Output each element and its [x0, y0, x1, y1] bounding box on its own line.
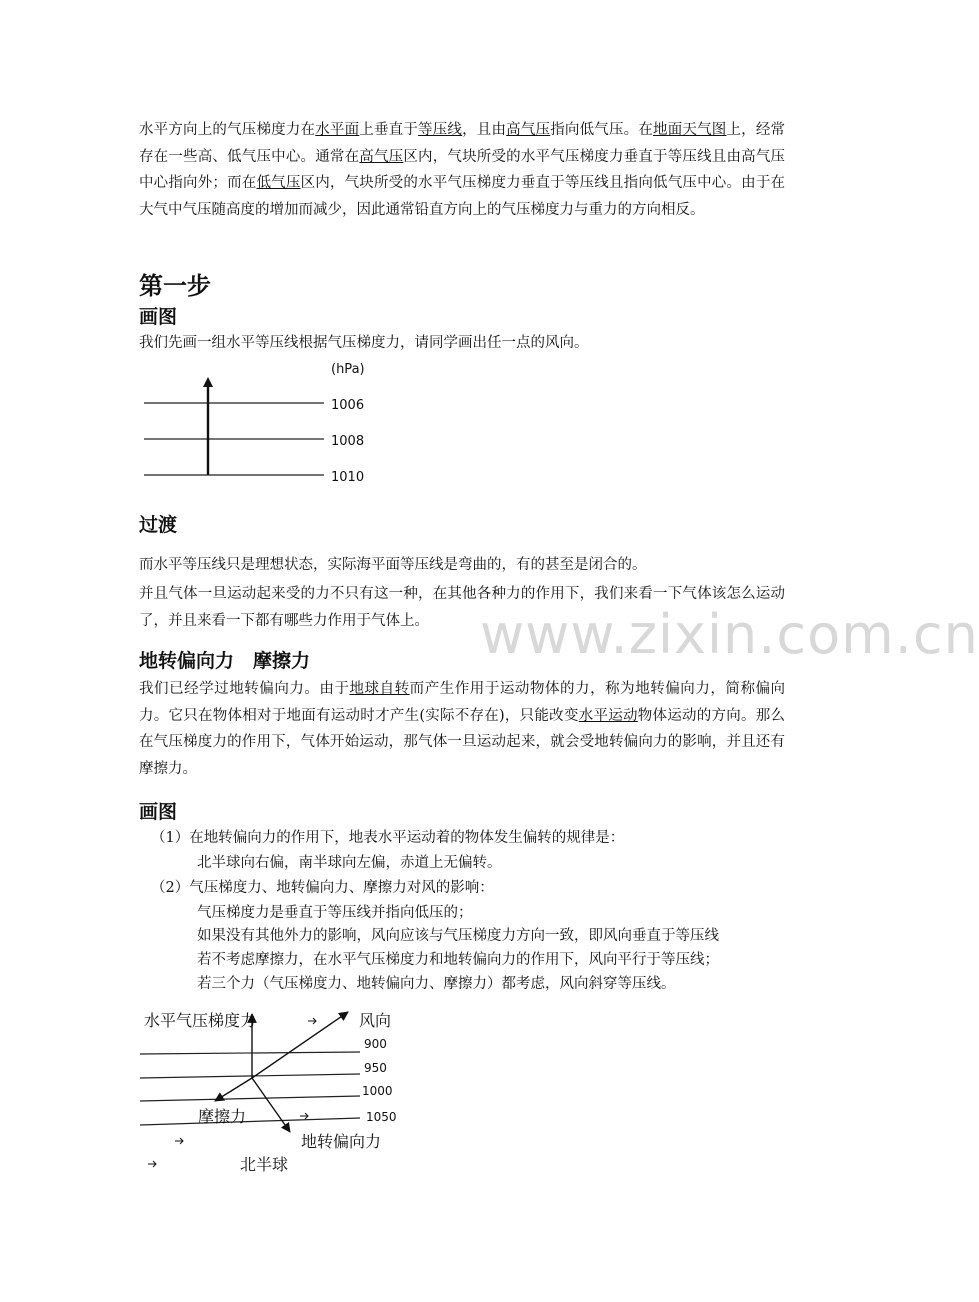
isobar-figure: [140, 355, 380, 490]
transition-line2: 并且气体一旦运动起来受的力不只有这一种，在其他各种力的作用下，我们来看一下气体该怎么运动了，并且来看一下都有哪些力作用于气体上。: [139, 586, 785, 629]
step1-text: 我们先画一组水平等压线根据气压梯度力，请同学画出任一点的风向。: [139, 335, 589, 351]
forces-paragraph: 我们已经学过地转偏向力。由于地球自转而产生作用于运动物体的力，称为地转偏向力，简称偏向力。它只在物体相对于地面有运动时才产生(实际不存在)，只能改变水平运动物体运动的方向。那么在气压梯度力的作用下，气体开始运动，那气体一旦运动起来，就会受地转偏向力的影响，并且还有摩擦力。: [139, 681, 786, 777]
small-arrow-icon: [175, 1138, 183, 1144]
isobar-950: [140, 1074, 360, 1078]
coriolis-label: 地转偏向力: [301, 1132, 382, 1151]
watermark: www.zixin.com.cn: [480, 603, 979, 666]
link-surface-weather-map[interactable]: 地面天气图: [653, 122, 727, 138]
isobar-1050: [140, 1118, 360, 1125]
draw2-item-2-d: 若三个力（气压梯度力、地转偏向力、摩擦力）都考虑，风向斜穿等压线。: [197, 976, 676, 992]
hemisphere-label: 北半球: [240, 1155, 289, 1174]
level-950-label: 950: [364, 1061, 387, 1075]
transition-line1: 而水平等压线只是理想状态，实际海平面等压线是弯曲的，有的甚至是闭合的。: [139, 557, 647, 573]
link-earth-rotation[interactable]: 地球自转: [349, 681, 410, 697]
forces-heading: 地转偏向力 摩擦力: [139, 650, 311, 672]
arrowhead-icon: [203, 377, 213, 387]
friction-arrow: [215, 1078, 252, 1101]
draw2-heading: 画图: [139, 801, 178, 823]
isobar-label-1010: 1010: [331, 470, 365, 485]
draw2-item-2: （2）气压梯度力、地转偏向力、摩擦力对风的影响：: [151, 880, 494, 896]
level-1050-label: 1050: [366, 1110, 397, 1124]
draw2-item-2-c: 若不考虑摩擦力，在水平气压梯度力和地转偏向力的作用下，风向平行于等压线；: [197, 952, 719, 968]
link-isobar[interactable]: 等压线: [418, 122, 463, 138]
draw2-item-2-a: 气压梯度力是垂直于等压线并指向低压的；: [197, 905, 473, 921]
friction-label: 摩擦力: [198, 1107, 247, 1126]
level-1000-label: 1000: [362, 1084, 393, 1098]
draw2-item-1: （1）在地转偏向力的作用下，地表水平运动着的物体发生偏转的规律是：: [151, 830, 625, 846]
link-horizontal-motion[interactable]: 水平运动: [578, 707, 638, 724]
isobar-900: [140, 1052, 360, 1054]
isobar-label-1008: 1008: [331, 434, 365, 449]
small-arrow-icon: [308, 1018, 316, 1024]
pgf-label: 水平气压梯度力: [144, 1011, 257, 1030]
intro-paragraph: 水平方向上的气压梯度力在水平面上垂直于等压线，且由高气压指向低气压。在地面天气图上，经常存在一些高、低气压中心。通常在高气压区内，气块所受的水平气压梯度力垂直于等压线且由高气压中心指向外；而在低气压区内，气块所受的水平气压梯度力垂直于等压线且指向低气压中心。由于在大气中气压随高度的增加而减少，因此通常铅直方向上的气压梯度力与重力的方向相反。: [139, 122, 786, 218]
transition-heading: 过渡: [139, 514, 178, 536]
wind-force-figure: [130, 998, 430, 1178]
unit-label: (hPa): [331, 362, 365, 377]
link-high-pressure[interactable]: 高气压: [506, 122, 551, 138]
isobar-1000: [140, 1096, 360, 1101]
step1-heading: 第一步: [139, 272, 211, 300]
small-arrow-icon: [300, 1113, 308, 1119]
draw2-item-2-b: 如果没有其他外力的影响，风向应该与气压梯度力方向一致，即风向垂直于等压线: [197, 928, 719, 944]
wind-label: 风向: [359, 1011, 392, 1030]
link-low-pressure[interactable]: 低气压: [256, 175, 301, 191]
small-arrow-icon: [148, 1161, 156, 1167]
wind-direction-arrow: [252, 1012, 348, 1078]
isobar-label-1006: 1006: [331, 398, 365, 413]
link-horizontal-plane[interactable]: 水平面: [315, 122, 360, 138]
coriolis-arrow: [252, 1078, 290, 1132]
link-high-pressure-2[interactable]: 高气压: [359, 148, 404, 165]
draw2-item-1-detail: 北半球向右偏，南半球向左偏，赤道上无偏转。: [197, 855, 502, 871]
level-900-label: 900: [364, 1037, 387, 1051]
step1-subheading: 画图: [139, 306, 178, 328]
